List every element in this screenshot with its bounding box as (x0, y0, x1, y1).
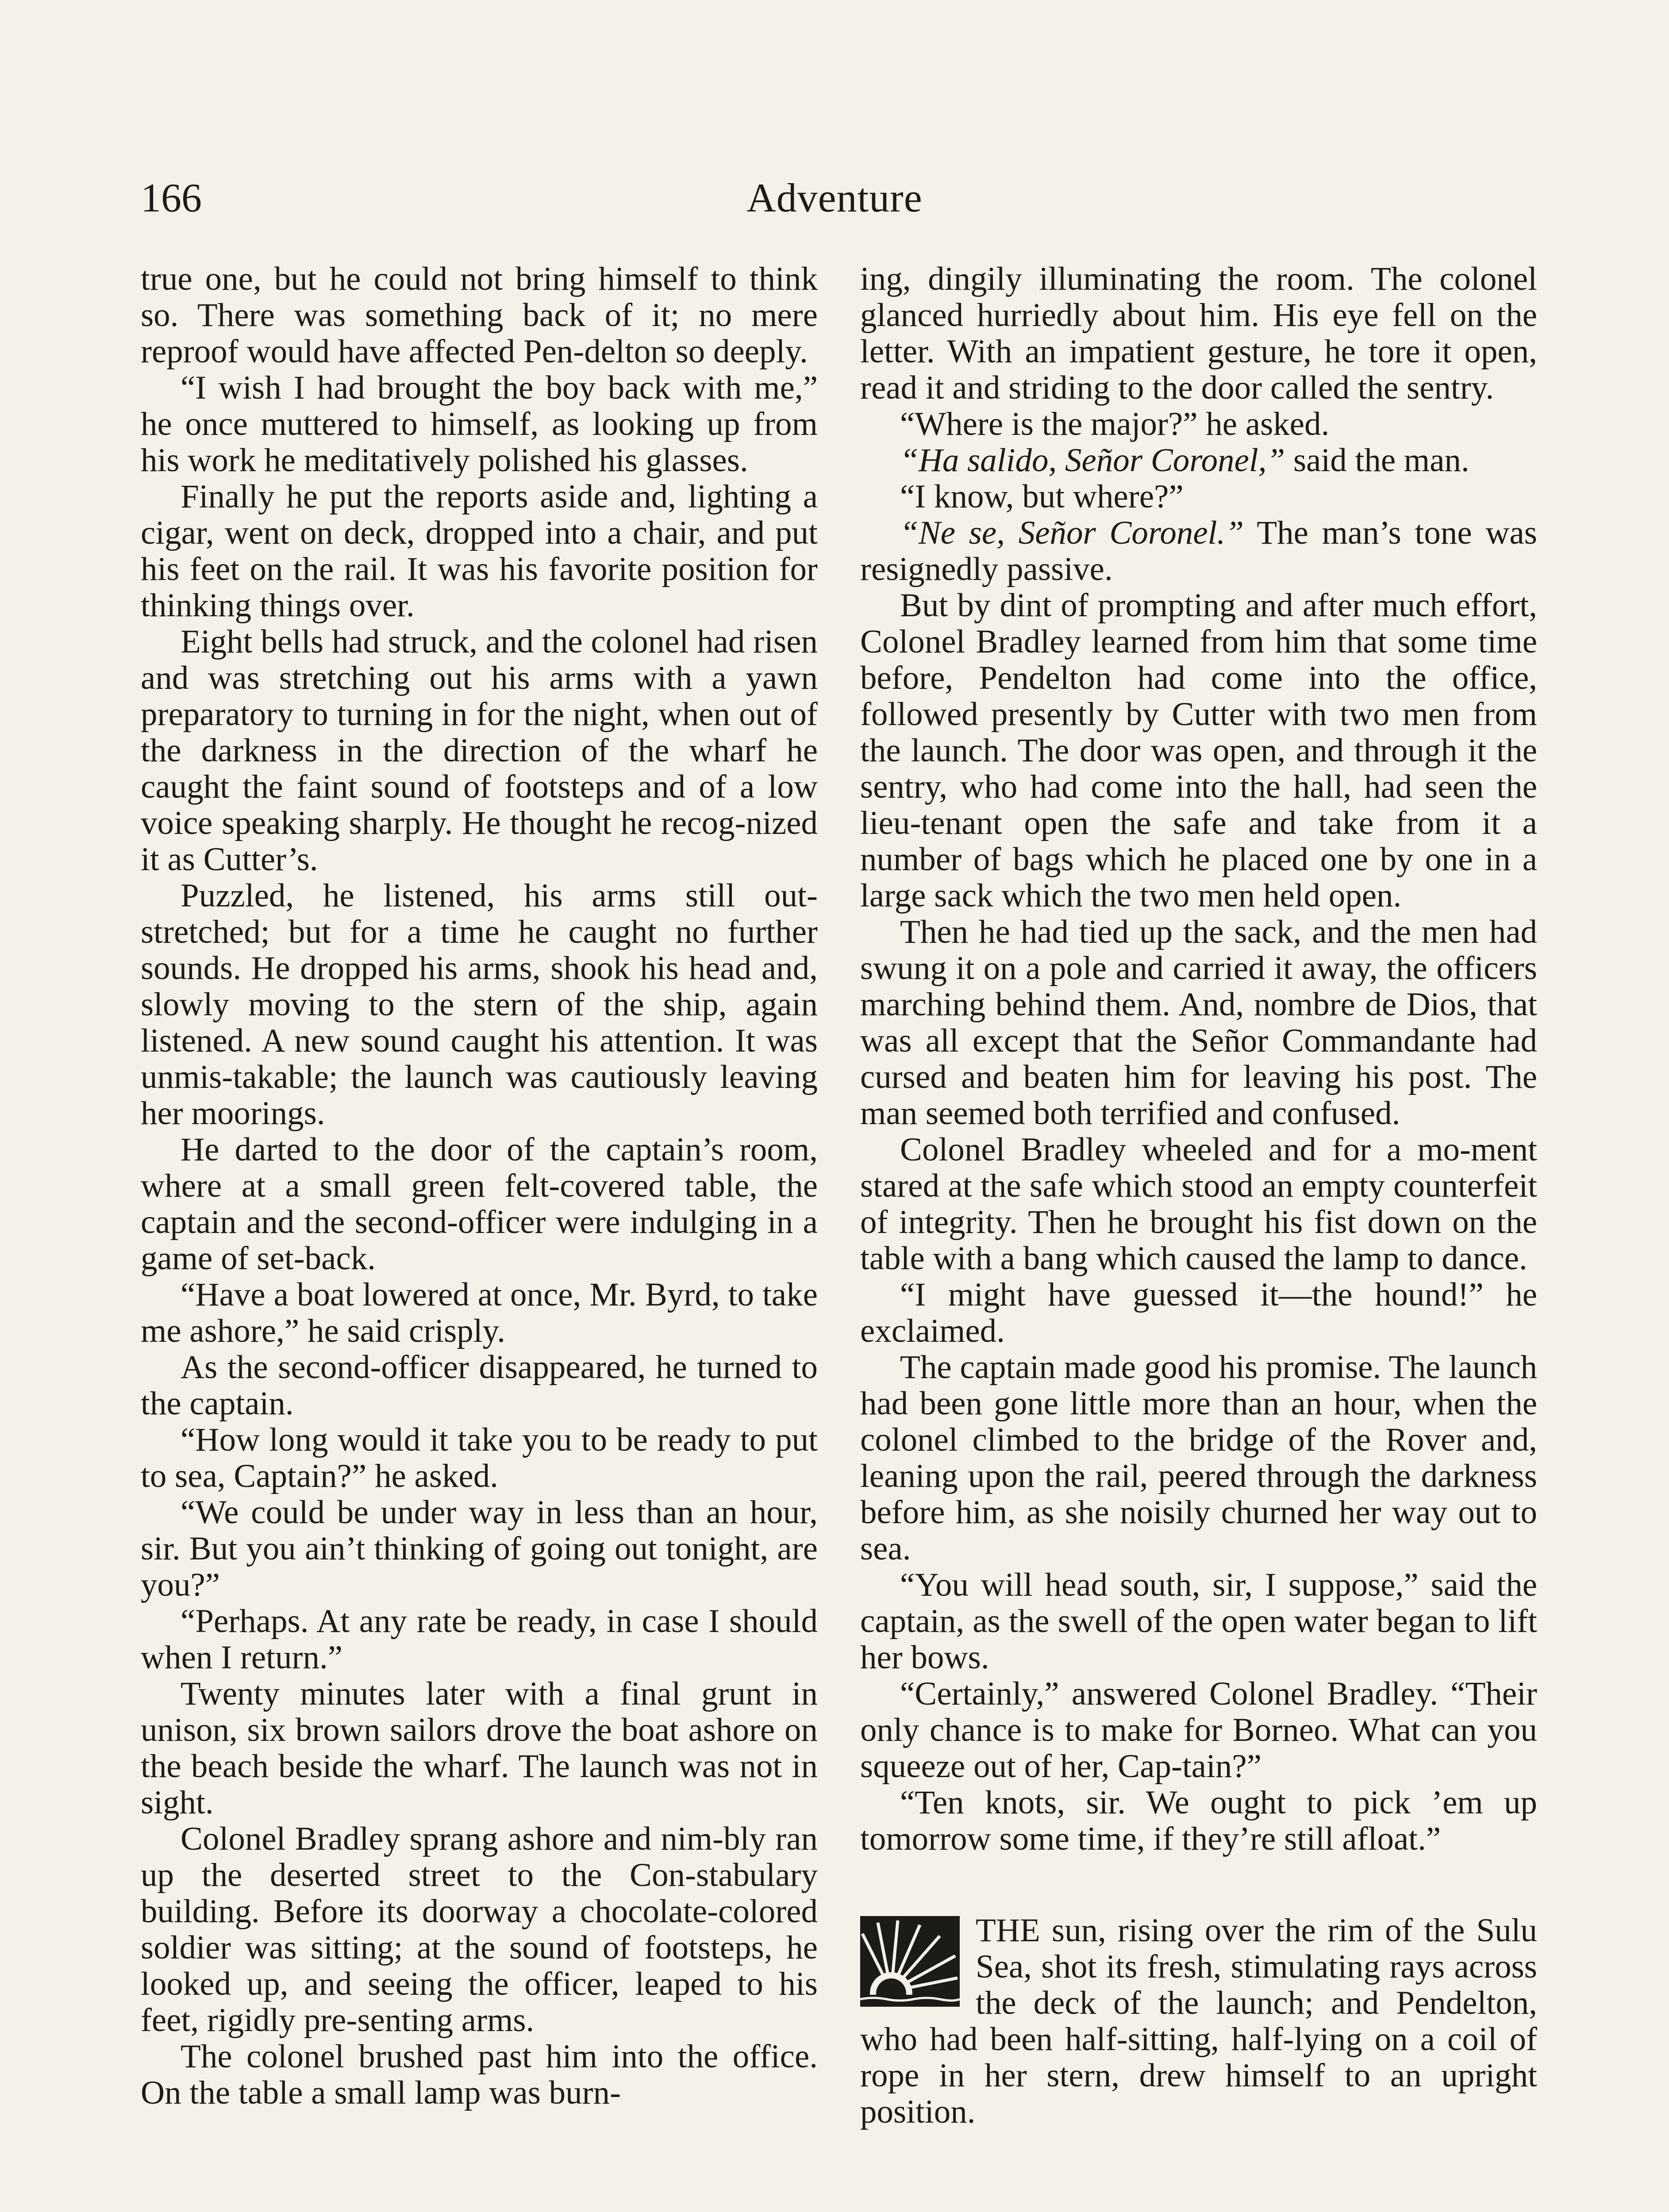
paragraph: Colonel Bradley wheeled and for a mo-ment stared at the safe which stood an empty counterfeit of integrity. Then he brought his fist down on the table with a bang which caused the lamp to dance. (860, 1131, 1537, 1277)
paragraph: “Certainly,” answered Colonel Bradley. “Their only chance is to make for Borneo. What can you squeeze out of her, Cap-tain?” (860, 1675, 1537, 1785)
paragraph: Finally he put the reports aside and, lighting a cigar, went on deck, dropped into a chair, and put his feet on the rail. It was his favorite position for thinking things over. (141, 478, 818, 624)
spanish-dialogue: “Ne se, Señor Coronel.” (900, 515, 1244, 551)
section-break (860, 1912, 1537, 2130)
rising-sun-ornament-icon (860, 1916, 960, 2007)
paragraph (860, 515, 1537, 588)
paragraph: “Have a boat lowered at once, Mr. Byrd, to take me ashore,” he said crisply. (141, 1276, 818, 1349)
dialogue-tag: said the man. (1285, 442, 1469, 479)
paragraph: “We could be under way in less than an hour, sir. But you ain’t thinking of going out tonight, are you?” (141, 1494, 818, 1603)
paragraph: “Ten knots, sir. We ought to pick ’em up tomorrow some time, if they’re still afloat.” (860, 1784, 1537, 1857)
paragraph: “I might have guessed it—the hound!” he exclaimed. (860, 1276, 1537, 1349)
paragraph: The captain made good his promise. The launch had been gone little more than an hour, when the colonel climbed to the bridge of the Rover and, leaning upon the rail, peered through the darkness before him, as she noisily churned her way out to sea. (860, 1349, 1537, 1567)
paragraph: true one, but he could not bring himself to think so. There was something back of it; no mere reproof would have affected Pen-delton so deeply. (141, 261, 818, 370)
paragraph: “You will head south, sir, I suppose,” said the captain, as the swell of the open water began to lift her bows. (860, 1567, 1537, 1676)
paragraph: Colonel Bradley sprang ashore and nim-bly ran up the deserted street to the Con-stabulary building. Before its doorway a chocolate-colored soldier was sitting; at the sound of footsteps, he looked up, and seeing the officer, leaped to his feet, rigidly pre-senting arms. (141, 1820, 818, 2039)
running-head: Adventure (746, 175, 923, 220)
right-column (860, 261, 1537, 2212)
page-number: 166 (141, 175, 202, 220)
left-column (141, 261, 818, 2212)
dialogue-tag: The man’s tone was resignedly passive. (860, 515, 1537, 588)
section-opening-paragraph: THE sun, rising over the rim of the Sulu Sea, shot its fresh, stimulating rays across the deck of the launch; and Pendelton, who had been half-sitting, half-lying on a coil of rope in her stern, drew himself to an upright position. (860, 1912, 1537, 2130)
paragraph: The colonel brushed past him into the office. On the table a small lamp was burn- (141, 2038, 818, 2111)
paragraph: “Perhaps. At any rate be ready, in case I should when I return.” (141, 1603, 818, 1676)
paragraph: Puzzled, he listened, his arms still out-stretched; but for a time he caught no further sounds. He dropped his arms, shook his head and, slowly moving to the stern of the ship, again listened. A new sound caught his attention. It was unmis-takable; the launch was cautiously leaving her moorings. (141, 877, 818, 1132)
paragraph: But by dint of prompting and after much effort, Colonel Bradley learned from him that some time before, Pendelton had come into the office, followed presently by Cutter with two men from the launch. The door was open, and through it the sentry, who had come into the hall, had seen the lieu-tenant open the safe and take from it a number of bags which he placed one by one in a large sack which the two men held open. (860, 587, 1537, 914)
page-header (141, 165, 1528, 231)
paragraph: Eight bells had struck, and the colonel had risen and was stretching out his arms with a yawn preparatory to turning in for the night, when out of the darkness in the direction of the wharf he caught the faint sound of footsteps and of a low voice speaking sharply. He thought he recog-nized it as Cutter’s. (141, 623, 818, 878)
paragraph: He darted to the door of the captain’s room, where at a small green felt-covered table, the captain and the second-officer were indulging in a game of set-back. (141, 1131, 818, 1277)
paragraph: Then he had tied up the sack, and the men had swung it on a pole and carried it away, the officers marching behind them. And, nombre de Dios, that was all except that the Señor Commandante had cursed and beaten him for leaving his post. The man seemed both terrified and confused. (860, 914, 1537, 1132)
paragraph: “Where is the major?” he asked. (900, 406, 1330, 442)
paragraph (860, 442, 1537, 479)
paragraph: Twenty minutes later with a final grunt in unison, six brown sailors drove the boat ashore on the beach beside the wharf. The launch was not in sight. (141, 1675, 818, 1821)
paragraph: ing, dingily illuminating the room. The colonel glanced hurriedly about him. His eye fell on the letter. With an impatient gesture, he tore it open, read it and striding to the door called the sentry. (860, 261, 1537, 406)
paragraph: “How long would it take you to be ready to put to sea, Captain?” he asked. (141, 1421, 818, 1494)
spanish-dialogue: “Ha salido, Señor Coronel,” (900, 442, 1285, 479)
paragraph: As the second-officer disappeared, he turned to the captain. (141, 1349, 818, 1422)
paragraph: “I know, but where?” (900, 478, 1184, 515)
paragraph: “I wish I had brought the boy back with me,” he once muttered to himself, as looking up from his work he meditatively polished his glasses. (141, 369, 818, 479)
